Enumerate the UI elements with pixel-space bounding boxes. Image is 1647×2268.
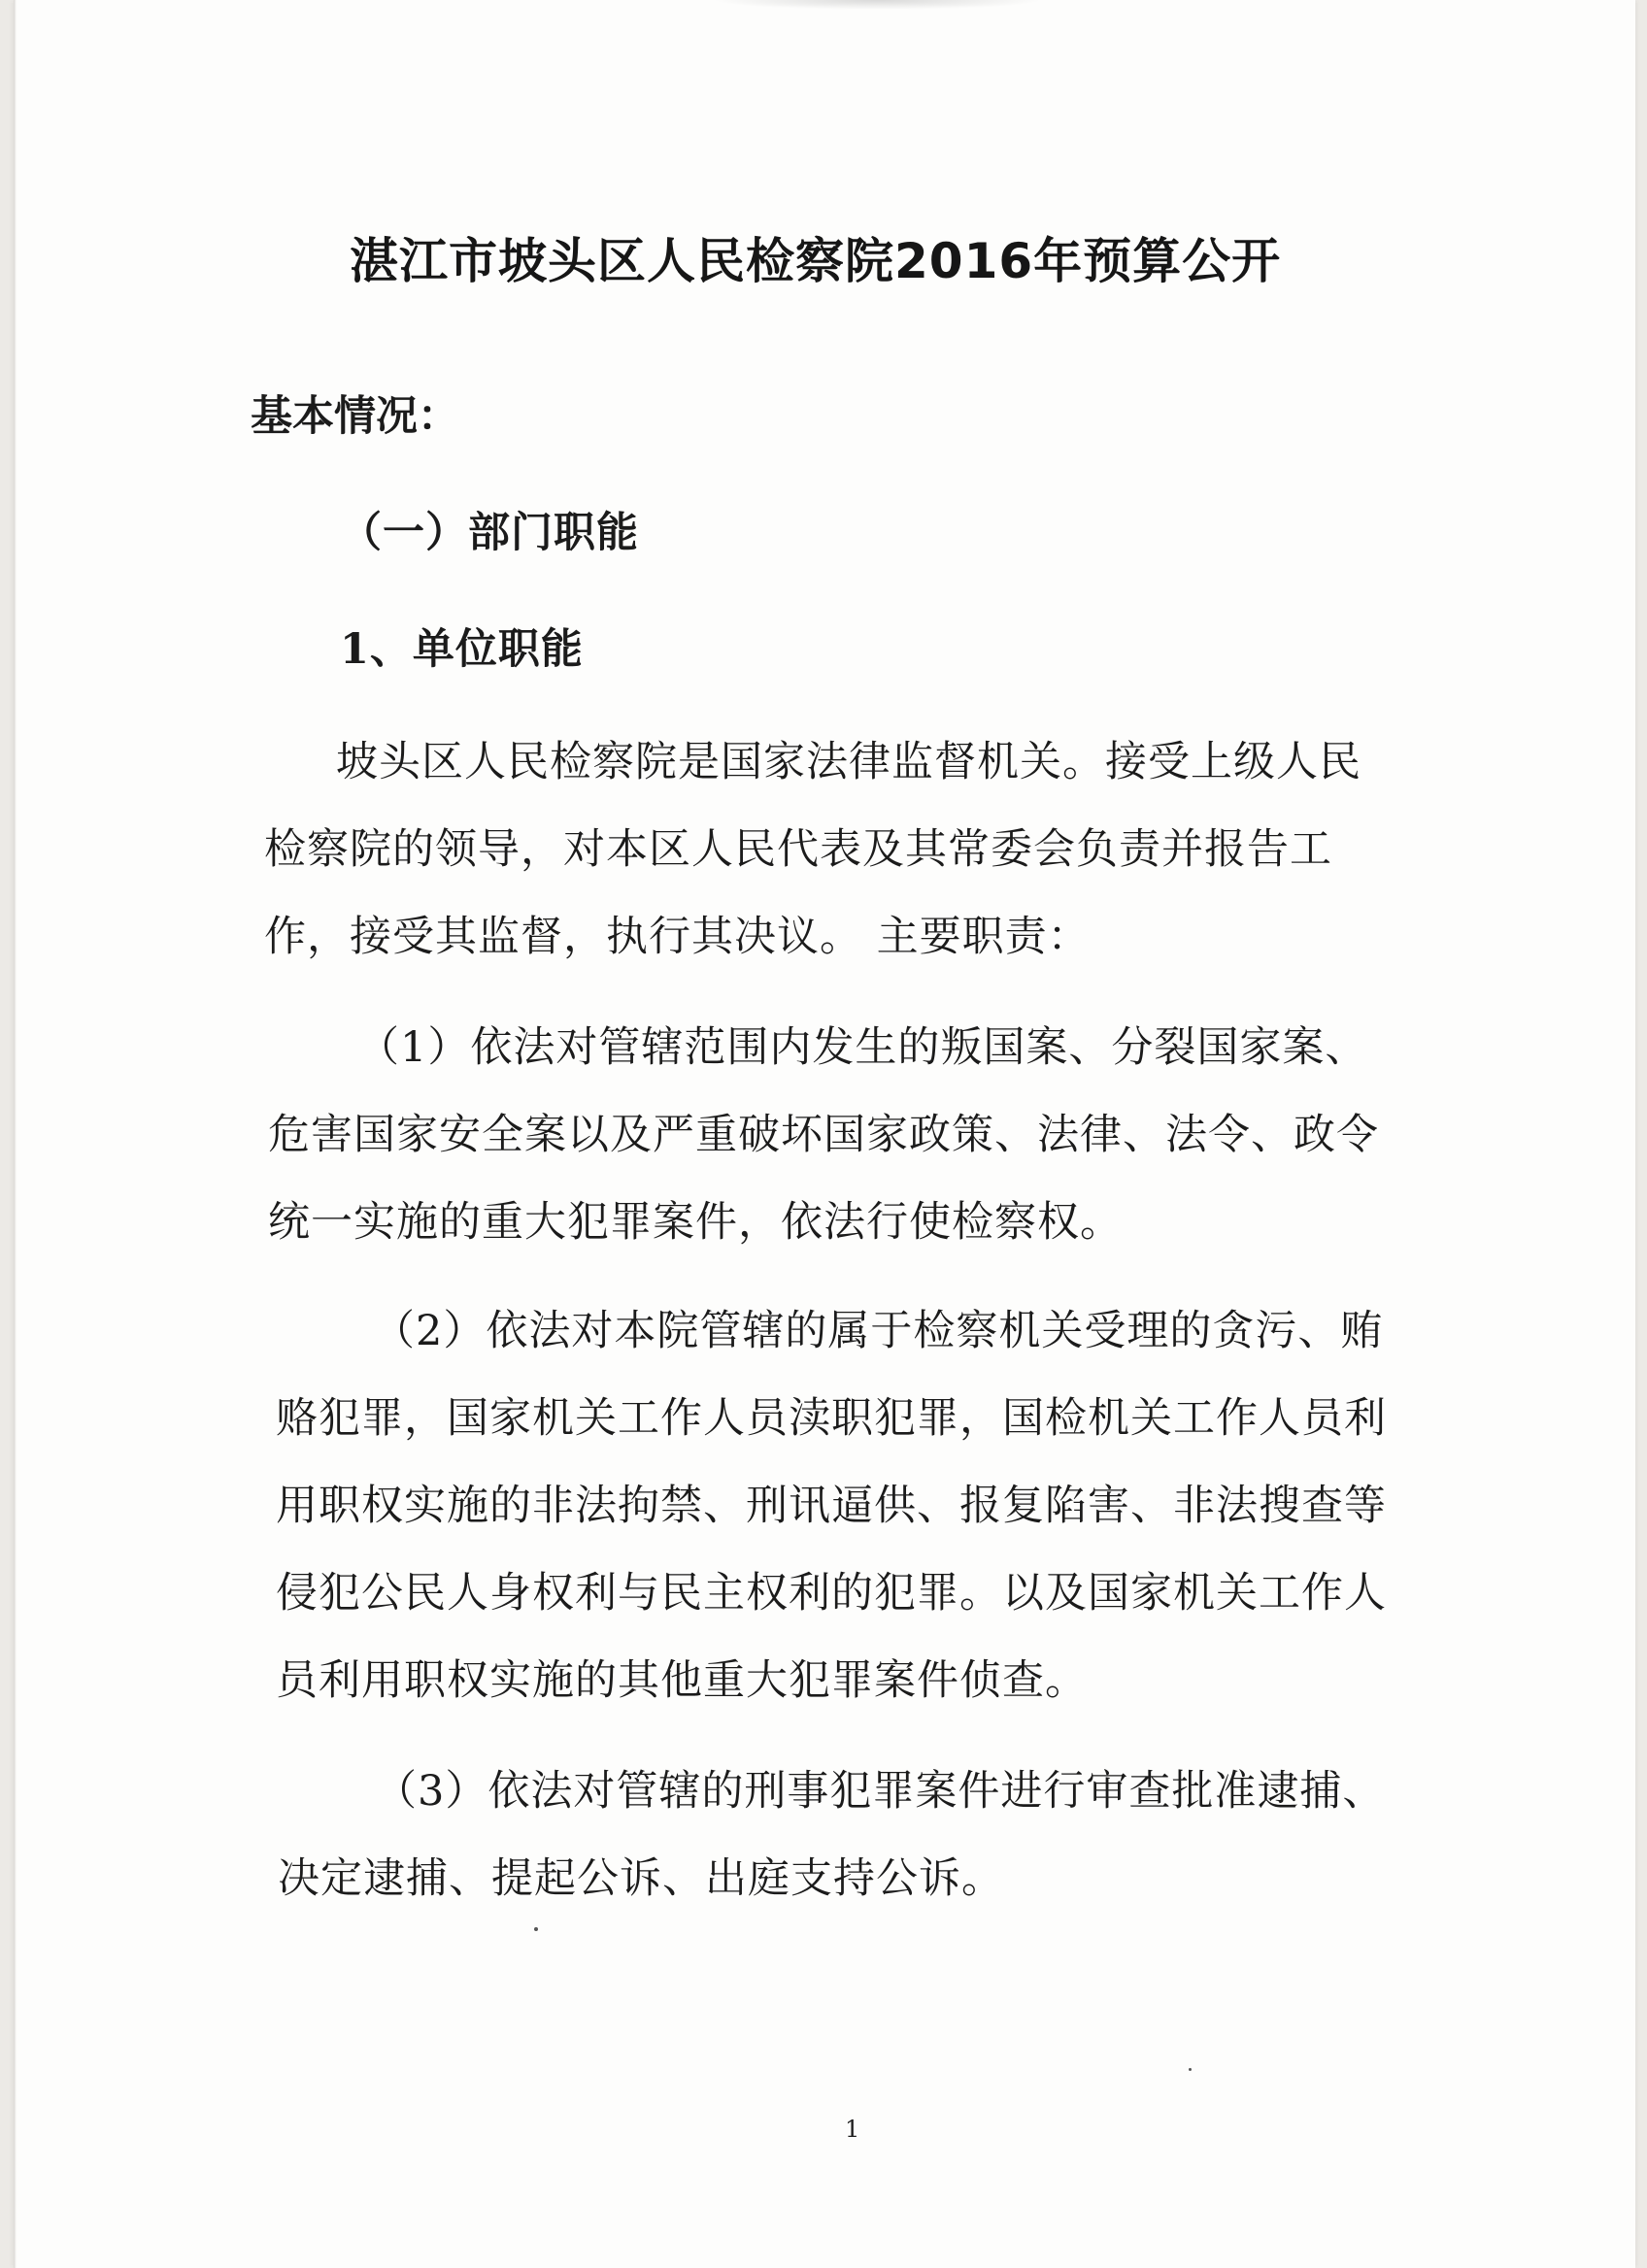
unit-functions-heading: 1、单位职能 — [340, 625, 584, 674]
duty-item-line: 危害国家安全案以及严重破坏国家政策、法律、法令、政令 — [268, 1111, 1379, 1159]
duty-item-line: （3）依法对管辖的刑事犯罪案件进行审查批准逮捕、 — [375, 1767, 1386, 1816]
duty-item-line: 统一实施的重大犯罪案件，依法行使检察权。 — [268, 1198, 1123, 1247]
duty-item-3 — [278, 1748, 1385, 1922]
document-page — [14, 0, 1635, 2268]
page-number: 1 — [845, 2116, 860, 2143]
duty-item-line: 员利用职权实施的其他重大犯罪案件侦查。 — [276, 1656, 1088, 1705]
duty-item-line: 赂犯罪，国家机关工作人员渎职犯罪，国检机关工作人员利 — [276, 1394, 1387, 1443]
intro-line: 检察院的领导，对本区人民代表及其常委会负责并报告工 — [264, 825, 1332, 874]
scan-speck — [534, 1927, 538, 1931]
duty-item-line: 侵犯公民人身权利与民主权利的犯罪。以及国家机关工作人 — [276, 1569, 1387, 1618]
duty-item-2 — [276, 1287, 1387, 1724]
duty-item-line: （2）依法对本院管辖的属于检察机关受理的贪污、贿 — [373, 1307, 1384, 1355]
duty-item-line: （1）依法对管辖范围内发生的叛国案、分裂国家案、 — [357, 1023, 1368, 1072]
intro-line: 坡头区人民检察院是国家法律监督机关。接受上级人民 — [336, 738, 1361, 786]
scan-speck — [1189, 2068, 1192, 2071]
section-heading: 基本情况： — [251, 392, 459, 441]
intro-paragraph — [264, 718, 1361, 981]
duty-item-line: 用职权实施的非法拘禁、刑讯逼供、报复陷害、非法搜查等 — [276, 1482, 1387, 1530]
duty-item-line: 决定逮捕、提起公诉、出庭支持公诉。 — [278, 1854, 1004, 1903]
scan-shadow — [713, 0, 1043, 10]
document-title: 湛江市坡头区人民检察院2016年预算公开 — [350, 233, 1282, 289]
intro-line: 作，接受其监督，执行其决议。 主要职责： — [264, 913, 1091, 961]
department-functions-heading: （一）部门职能 — [340, 509, 639, 557]
duty-item-1 — [268, 1004, 1379, 1266]
